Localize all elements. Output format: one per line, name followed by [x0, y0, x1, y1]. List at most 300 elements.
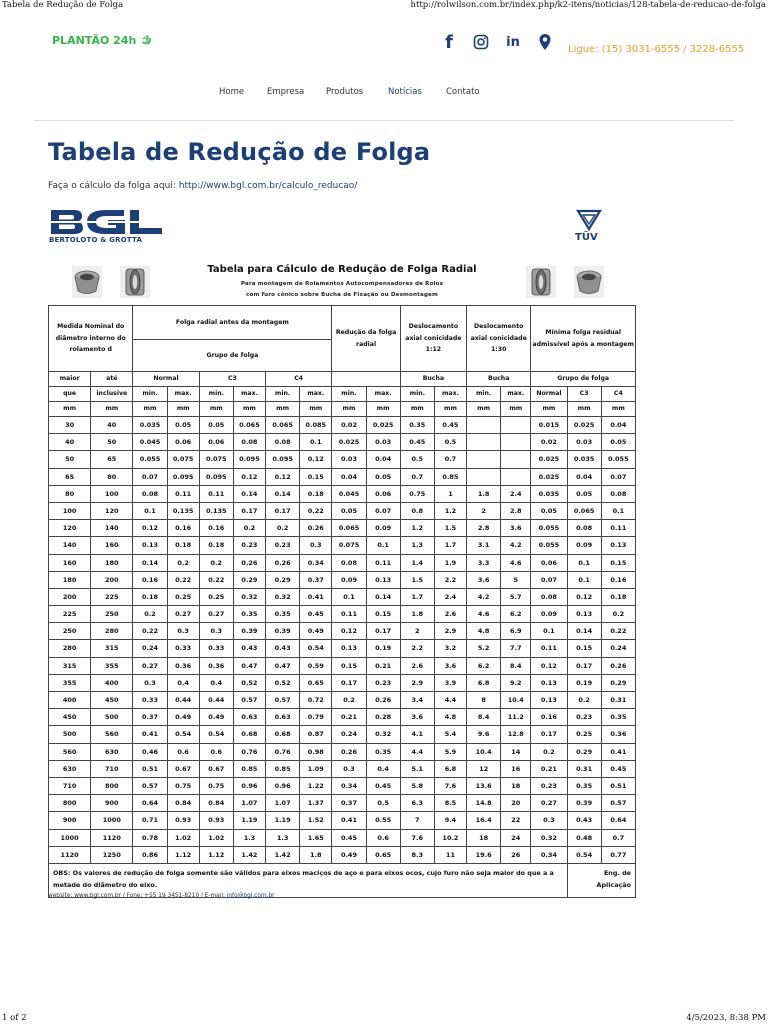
bgl-logo-mark [48, 209, 164, 235]
table-cell: 1120 [91, 829, 133, 846]
table-cell: 50 [91, 434, 133, 451]
table-cell: 140 [49, 537, 91, 554]
table-cell: 0.32 [233, 588, 265, 605]
table-cell: 0.23 [567, 709, 601, 726]
table-cell: 100 [91, 485, 133, 502]
table-cell: 0.68 [233, 726, 265, 743]
table-cell: 140 [91, 520, 133, 537]
table-cell: 0.33 [199, 640, 233, 657]
table-cell: 0.45 [366, 777, 400, 794]
table-cell: 0.87 [300, 726, 332, 743]
header-desloc-12: Deslocamento axial conicidade 1:12 [400, 306, 466, 372]
table-cell: 0.43 [233, 640, 265, 657]
table-cell: 0.18 [601, 588, 635, 605]
table-cell: 6.2 [467, 657, 501, 674]
table-cell: 0.52 [233, 674, 265, 691]
table-cell: 0.035 [567, 451, 601, 468]
table-cell: 1.07 [233, 795, 265, 812]
table-cell: 225 [49, 606, 91, 623]
table-cell: 10.2 [434, 829, 466, 846]
table-row [49, 434, 636, 451]
table-cell: 2.9 [400, 674, 434, 691]
table-cell: 180 [49, 571, 91, 588]
table-cell: 1000 [91, 812, 133, 829]
table-row [49, 795, 636, 812]
table-cell: 0.76 [266, 743, 300, 760]
table-cell: 1250 [91, 846, 133, 863]
table-cell: 0.075 [332, 537, 366, 554]
table-cell: 0.93 [167, 812, 199, 829]
table-cell: 0.39 [233, 623, 265, 640]
header-sub-15: C3 [567, 387, 601, 402]
page-title: Tabela de Redução de Folga [48, 138, 431, 166]
table-cell: 0.12 [300, 451, 332, 468]
table-cell: 6.3 [400, 795, 434, 812]
table-cell: 0.04 [567, 468, 601, 485]
instagram-icon[interactable] [472, 33, 490, 51]
table-cell: 0.26 [266, 554, 300, 571]
table-cell: 0.67 [167, 760, 199, 777]
nav-item-contato[interactable]: Contato [446, 87, 480, 97]
header-sub-2: min. [133, 387, 167, 402]
table-cell: 0.065 [266, 417, 300, 434]
table-cell: 0.35 [366, 743, 400, 760]
table-cell: 0.49 [199, 709, 233, 726]
table-cell: 0.1 [300, 434, 332, 451]
table-cell: 0.11 [601, 520, 635, 537]
table-cell: 4.4 [400, 743, 434, 760]
table-cell: 0.6 [167, 743, 199, 760]
table-cell: 0.17 [567, 657, 601, 674]
table-cell: 3.2 [434, 640, 466, 657]
table-cell: 0.17 [266, 502, 300, 519]
table-cell: 0.21 [332, 709, 366, 726]
table-cell: 0.17 [366, 623, 400, 640]
table-cell: 225 [91, 588, 133, 605]
table-cell: 120 [91, 502, 133, 519]
folga-table [48, 305, 636, 898]
table-cell: 0.35 [233, 606, 265, 623]
table-cell: 0.3 [167, 623, 199, 640]
table-cell: 0.45 [400, 434, 434, 451]
print-footer [0, 1013, 768, 1024]
table-cell: 0.26 [601, 657, 635, 674]
table-cell: 0.48 [567, 829, 601, 846]
table-cell: 4.6 [501, 554, 531, 571]
intro-label: Faça o cálculo da folga aqui: [48, 181, 179, 191]
table-cell: 0.45 [332, 829, 366, 846]
table-cell: 0.065 [332, 520, 366, 537]
table-row [49, 468, 636, 485]
header-sub-12: min. [467, 387, 501, 402]
header-unit-mm: mm [49, 402, 91, 417]
table-cell: 0.13 [531, 674, 567, 691]
table-row [49, 554, 636, 571]
nav-item-noticias[interactable]: Notícias [388, 87, 422, 97]
table-cell: 24 [501, 829, 531, 846]
table-cell: 0.52 [266, 674, 300, 691]
website-text: website: www.bgl.com.br / Fone: +55 19 3451-8210 / E-mail: [48, 893, 227, 899]
table-cell: 0.16 [601, 571, 635, 588]
table-cell: 0.5 [400, 451, 434, 468]
nav-item-empresa[interactable]: Empresa [267, 87, 305, 97]
table-cell: 0.85 [266, 760, 300, 777]
table-cell: 0.79 [300, 709, 332, 726]
table-cell: 0.41 [601, 743, 635, 760]
header-medida: Medida Nominal do diâmetro interno do rolamento d [49, 306, 133, 372]
table-cell: 160 [91, 537, 133, 554]
table-cell: 0.65 [366, 846, 400, 863]
header-c4: C4 [266, 372, 332, 387]
table-cell: 18 [467, 829, 501, 846]
table-cell: 0.06 [366, 485, 400, 502]
table-cell: 0.18 [133, 588, 167, 605]
table-cell: 1.12 [199, 846, 233, 863]
header-desloc-30: Deslocamento axial conicidade 1:30 [467, 306, 531, 372]
table-cell: 0.2 [233, 520, 265, 537]
tuv-logo [574, 209, 604, 245]
header-sub-0: que [49, 387, 91, 402]
table-cell: 0.36 [199, 657, 233, 674]
table-cell: 0.6 [366, 829, 400, 846]
table-cell: 0.57 [266, 692, 300, 709]
table-cell: 1.9 [434, 554, 466, 571]
table-cell: 0.27 [531, 795, 567, 812]
header-sub-6: min. [266, 387, 300, 402]
table-cell: 200 [49, 588, 91, 605]
table-cell: 0.17 [332, 674, 366, 691]
table-cell: 0.11 [332, 606, 366, 623]
table-cell: 0.22 [167, 571, 199, 588]
table-cell: 315 [91, 640, 133, 657]
table-cell: 50 [49, 451, 91, 468]
table-cell: 0.98 [300, 743, 332, 760]
table-cell: 250 [49, 623, 91, 640]
table-cell: 1.2 [434, 502, 466, 519]
print-page-title: Tabela de Redução de Folga [2, 0, 124, 10]
table-cell: 1.02 [167, 829, 199, 846]
table-row [49, 623, 636, 640]
header-unit-mm: mm [601, 402, 635, 417]
table-cell: 900 [49, 812, 91, 829]
table-row [49, 571, 636, 588]
table-cell: 0.41 [133, 726, 167, 743]
table-cell: 0.2 [266, 520, 300, 537]
table-row [49, 777, 636, 794]
table-cell: 160 [49, 554, 91, 571]
table-cell: 0.41 [332, 812, 366, 829]
table-cell: 0.04 [332, 468, 366, 485]
table-row [49, 657, 636, 674]
table-cell: 0.51 [133, 760, 167, 777]
table-cell: 0.08 [233, 434, 265, 451]
header-sub-7: max. [300, 387, 332, 402]
table-cell: 11.2 [501, 709, 531, 726]
table-cell: 40 [91, 417, 133, 434]
table-cell: 6.2 [501, 606, 531, 623]
bgl-logo-subtitle: BERTOLOTO & GROTTA [49, 236, 143, 244]
header-blank [332, 372, 400, 387]
table-cell: 0.5 [434, 434, 466, 451]
table-cell: 0.16 [167, 520, 199, 537]
table-cell: 0.96 [233, 777, 265, 794]
table-cell: 315 [49, 657, 91, 674]
table-cell: 5.7 [501, 588, 531, 605]
table-cell: 0.135 [199, 502, 233, 519]
table-cell: 0.18 [167, 537, 199, 554]
table-cell: 0.47 [233, 657, 265, 674]
table-cell: 0.18 [300, 485, 332, 502]
table-cell: 0.07 [133, 468, 167, 485]
table-row [49, 829, 636, 846]
table-cell: 0.54 [300, 640, 332, 657]
table-cell: 0.31 [567, 760, 601, 777]
table-cell [467, 417, 501, 434]
header-grupo-folga-2: Grupo de folga [531, 372, 636, 387]
table-cell: 710 [91, 760, 133, 777]
table-cell: 0.11 [167, 485, 199, 502]
table-cell: 1.3 [266, 829, 300, 846]
header-unit-mm: mm [133, 402, 167, 417]
header-unit-mm: mm [266, 402, 300, 417]
table-cell: 0.4 [167, 674, 199, 691]
header-unit-mm: mm [531, 402, 567, 417]
table-cell: 0.14 [567, 623, 601, 640]
table-cell: 0.055 [531, 520, 567, 537]
table-cell: 0.54 [167, 726, 199, 743]
table-cell: 0.03 [366, 434, 400, 451]
table-cell: 8.3 [400, 846, 434, 863]
table-cell: 16.4 [467, 812, 501, 829]
table-cell: 0.14 [366, 588, 400, 605]
table-cell: 0.27 [199, 606, 233, 623]
table-cell: 0.095 [266, 451, 300, 468]
table-cell: 19.6 [467, 846, 501, 863]
nav-divider [34, 120, 734, 121]
table-cell: 0.3 [332, 760, 366, 777]
table-cell: 0.045 [133, 434, 167, 451]
table-cell: 0.18 [199, 537, 233, 554]
table-cell: 0.14 [266, 485, 300, 502]
table-cell: 1.4 [400, 554, 434, 571]
table-cell: 450 [49, 709, 91, 726]
table-cell: 0.12 [332, 623, 366, 640]
table-cell: 0.28 [366, 709, 400, 726]
location-pin-icon[interactable] [536, 33, 554, 51]
table-cell: 0.1 [567, 554, 601, 571]
header-sub-14: Normal [531, 387, 567, 402]
calculo-link[interactable]: http://www.bgl.com.br/calculo_reducao/ [178, 181, 358, 191]
table-row [49, 692, 636, 709]
table-cell: 0.67 [199, 760, 233, 777]
table-cell: 0.84 [167, 795, 199, 812]
table-cell [467, 451, 501, 468]
table-row [49, 726, 636, 743]
table-cell: 0.55 [366, 812, 400, 829]
table-cell: 1.7 [434, 537, 466, 554]
table-cell: 0.1 [332, 588, 366, 605]
table-cell: 3.4 [400, 692, 434, 709]
table-cell: 0.23 [531, 777, 567, 794]
table-cell: 0.75 [199, 777, 233, 794]
table-cell: 0.41 [300, 588, 332, 605]
table-cell: 0.86 [133, 846, 167, 863]
table-eng: Eng. de Aplicação [567, 863, 635, 897]
table-cell: 0.49 [332, 846, 366, 863]
table-cell: 0.1 [601, 502, 635, 519]
table-cell: 0.04 [366, 451, 400, 468]
table-cell: 0.135 [167, 502, 199, 519]
table-subtitle-1: Para montagem de Rolamentos Autocompensadores de Rolos [240, 281, 444, 287]
table-cell: 0.36 [167, 657, 199, 674]
table-cell: 0.035 [531, 485, 567, 502]
table-cell [501, 451, 531, 468]
table-cell: 0.49 [300, 623, 332, 640]
table-cell: 355 [49, 674, 91, 691]
table-cell: 0.44 [167, 692, 199, 709]
table-cell: 0.025 [531, 468, 567, 485]
table-cell: 0.3 [531, 812, 567, 829]
table-cell: 1.19 [233, 812, 265, 829]
table-cell: 2 [400, 623, 434, 640]
table-cell: 0.49 [167, 709, 199, 726]
table-row [49, 640, 636, 657]
table-cell: 0.22 [300, 502, 332, 519]
table-cell: 1.42 [266, 846, 300, 863]
table-cell: 500 [49, 726, 91, 743]
table-cell: 0.065 [567, 502, 601, 519]
table-cell: 0.05 [167, 417, 199, 434]
nav-item-produtos[interactable]: Produtos [326, 87, 364, 97]
table-cell: 0.065 [233, 417, 265, 434]
table-cell: 0.45 [300, 606, 332, 623]
nav-item-home[interactable]: Home [219, 87, 245, 97]
table-cell: 0.15 [601, 554, 635, 571]
table-cell: 11 [434, 846, 466, 863]
table-cell: 0.07 [366, 502, 400, 519]
table-cell: 4.8 [467, 623, 501, 640]
table-cell: 0.02 [531, 434, 567, 451]
table-cell: 0.3 [133, 674, 167, 691]
table-cell: 0.075 [167, 451, 199, 468]
table-cell: 0.06 [199, 434, 233, 451]
table-cell: 0.76 [233, 743, 265, 760]
linkedin-icon[interactable]: in [506, 34, 520, 50]
table-cell: 0.23 [233, 537, 265, 554]
table-cell: 0.78 [133, 829, 167, 846]
table-cell: 8.4 [501, 657, 531, 674]
table-cell: 0.13 [332, 640, 366, 657]
table-cell: 0.63 [266, 709, 300, 726]
table-cell: 1.3 [400, 537, 434, 554]
table-cell: 2.8 [501, 502, 531, 519]
table-cell: 0.13 [531, 692, 567, 709]
header-unit-mm: mm [332, 402, 366, 417]
table-cell: 0.13 [567, 606, 601, 623]
table-cell: 0.35 [400, 417, 434, 434]
table-cell: 0.65 [300, 674, 332, 691]
table-cell: 180 [91, 554, 133, 571]
table-cell: 0.24 [601, 640, 635, 657]
table-cell: 2.9 [434, 623, 466, 640]
facebook-icon[interactable]: f [445, 31, 453, 53]
table-cell: 0.37 [133, 709, 167, 726]
table-cell: 2.2 [400, 640, 434, 657]
header-folga-antes: Folga radial antes da montagem [133, 306, 332, 340]
table-cell: 3.6 [400, 709, 434, 726]
table-row [49, 417, 636, 434]
table-cell: 1.8 [467, 485, 501, 502]
table-cell: 0.43 [567, 812, 601, 829]
table-cell: 5.1 [400, 760, 434, 777]
table-cell: 0.68 [266, 726, 300, 743]
email-link[interactable]: info@bgl.com.br [226, 893, 275, 899]
table-cell: 0.19 [366, 640, 400, 657]
table-row [49, 485, 636, 502]
table-cell: 0.45 [434, 417, 466, 434]
header-minima: Mínima folga residual admissível após a montagem [531, 306, 636, 372]
table-cell: 0.22 [199, 571, 233, 588]
header-unit-mm: mm [366, 402, 400, 417]
header-sub-13: max. [501, 387, 531, 402]
table-cell: 500 [91, 709, 133, 726]
table-cell: 0.12 [133, 520, 167, 537]
table-row [49, 502, 636, 519]
table-cell: 0.11 [531, 640, 567, 657]
table-cell: 0.32 [266, 588, 300, 605]
table-cell: 3.3 [467, 554, 501, 571]
table-cell: 0.08 [266, 434, 300, 451]
table-cell: 0.2 [601, 606, 635, 623]
table-cell: 0.54 [567, 846, 601, 863]
table-cell: 40 [49, 434, 91, 451]
table-cell: 5.2 [467, 640, 501, 657]
table-cell: 0.3 [199, 623, 233, 640]
table-cell: 0.34 [300, 554, 332, 571]
table-cell: 0.12 [531, 657, 567, 674]
table-cell: 0.31 [601, 692, 635, 709]
table-cell: 0.15 [332, 657, 366, 674]
table-cell: 0.1 [567, 571, 601, 588]
table-cell: 0.72 [300, 692, 332, 709]
plantao-24h-link[interactable] [52, 33, 154, 47]
table-cell: 0.34 [332, 777, 366, 794]
table-cell: 0.02 [332, 417, 366, 434]
table-cell: 280 [49, 640, 91, 657]
table-cell: 5 [501, 571, 531, 588]
table-cell: 630 [49, 760, 91, 777]
table-cell: 0.44 [199, 692, 233, 709]
table-cell: 0.84 [199, 795, 233, 812]
table-row [49, 537, 636, 554]
table-cell: 1.09 [300, 760, 332, 777]
table-cell: 0.47 [266, 657, 300, 674]
header-sub-10: min. [400, 387, 434, 402]
table-cell: 30 [49, 417, 91, 434]
table-cell: 7.6 [434, 777, 466, 794]
table-cell: 630 [91, 743, 133, 760]
table-cell: 0.27 [167, 606, 199, 623]
table-cell: 16 [501, 760, 531, 777]
table-cell: 9.4 [434, 812, 466, 829]
table-cell: 2.6 [400, 657, 434, 674]
table-cell: 1.5 [400, 571, 434, 588]
header-sub-9: max. [366, 387, 400, 402]
table-cell: 0.1 [531, 623, 567, 640]
table-cell: 0.12 [266, 468, 300, 485]
table-cell: 0.96 [266, 777, 300, 794]
table-cell: 4.2 [467, 588, 501, 605]
